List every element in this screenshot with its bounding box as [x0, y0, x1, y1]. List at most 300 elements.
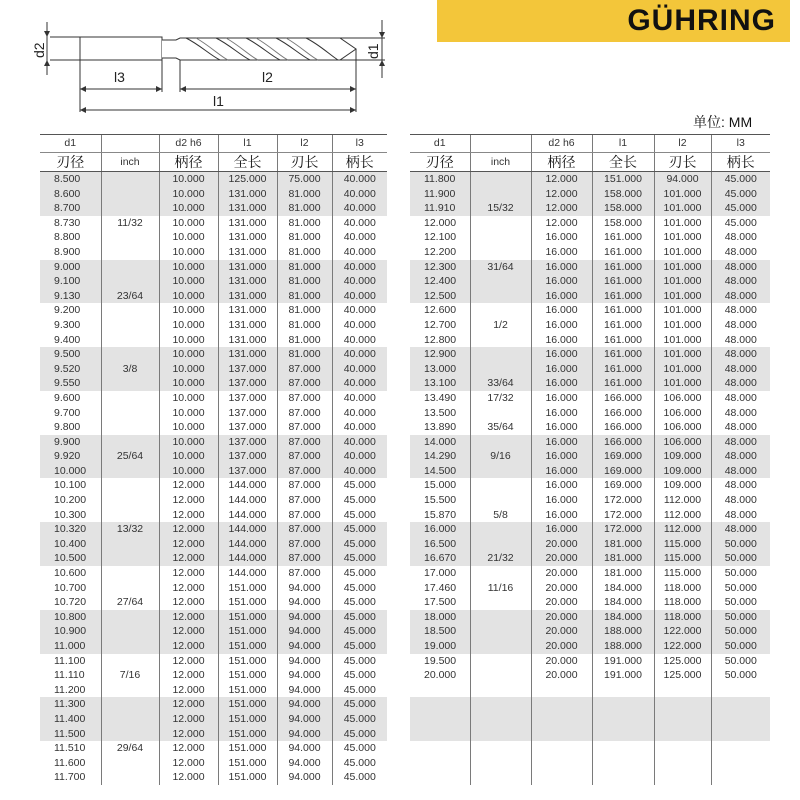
table-cell [531, 770, 592, 785]
table-cell [101, 391, 159, 406]
table-cell: 48.000 [711, 478, 770, 493]
table-cell: 50.000 [711, 581, 770, 596]
table-cell: 45.000 [332, 595, 387, 610]
table-row [410, 318, 770, 333]
table-row [40, 318, 387, 333]
table-cell: 21/32 [470, 551, 531, 566]
table-cell: 75.000 [277, 172, 332, 187]
table-row [410, 654, 770, 669]
table-cell: 40.000 [332, 187, 387, 202]
table-cell: 48.000 [711, 493, 770, 508]
table-row [40, 508, 387, 523]
table-cell: 9.000 [40, 260, 101, 275]
table-cell: 45.000 [332, 478, 387, 493]
table-cell: 151.000 [218, 683, 277, 698]
table-cell: 12.000 [159, 668, 218, 683]
table-cell: 16.000 [531, 333, 592, 348]
table-cell [654, 727, 711, 742]
table-cell: 161.000 [592, 362, 654, 377]
table-cell: 11.000 [40, 639, 101, 654]
table-cell: 137.000 [218, 449, 277, 464]
table-row [410, 668, 770, 683]
table-cell: 12.000 [159, 624, 218, 639]
table-cell: 131.000 [218, 187, 277, 202]
table-row [410, 376, 770, 391]
table-cell: 10.000 [159, 274, 218, 289]
table-cell: 144.000 [218, 537, 277, 552]
table-cell: 151.000 [218, 697, 277, 712]
table-cell: 12.000 [159, 478, 218, 493]
table-row [40, 303, 387, 318]
table-cell: 14.000 [410, 435, 470, 450]
table-cell: 166.000 [592, 420, 654, 435]
table-cell [410, 727, 470, 742]
header-l1: l1 [592, 135, 654, 153]
table-cell: 17.500 [424, 596, 457, 609]
table-cell: 151.000 [218, 654, 277, 669]
table-cell: 48.000 [711, 318, 770, 333]
table-cell: 10.000 [159, 318, 218, 333]
table-cell: 15.000 [424, 479, 457, 492]
table-cell [470, 230, 531, 245]
table-cell [470, 435, 531, 450]
table-cell [101, 420, 159, 435]
table-cell: 161.000 [592, 318, 654, 333]
table-cell: 101.000 [654, 376, 711, 391]
table-cell: 14.500 [410, 464, 470, 479]
table-row [410, 712, 770, 727]
table-cell: 115.000 [654, 537, 711, 552]
table-row [40, 435, 387, 450]
header-d1: d1 [40, 135, 101, 153]
table-row [410, 537, 770, 552]
header-inch: inch [470, 153, 531, 172]
table-cell: 191.000 [592, 654, 654, 669]
table-cell: 5/8 [470, 508, 531, 523]
table-cell: 184.000 [592, 595, 654, 610]
table-cell: 137.000 [218, 391, 277, 406]
table-cell [101, 464, 159, 479]
table-cell [470, 610, 531, 625]
header-overall-length: 全长 [592, 153, 654, 172]
table-row [40, 770, 387, 785]
table-cell: 10.000 [159, 230, 218, 245]
table-cell: 112.000 [654, 493, 711, 508]
table-cell: 10.000 [159, 449, 218, 464]
table-cell: 151.000 [218, 770, 277, 785]
table-cell: 12.000 [159, 770, 218, 785]
table-row [40, 595, 387, 610]
table-cell: 94.000 [277, 581, 332, 596]
table-cell: 112.000 [654, 508, 711, 523]
table-cell [101, 712, 159, 727]
table-cell: 40.000 [332, 201, 387, 216]
table-cell: 137.000 [218, 406, 277, 421]
table-cell: 12.300 [410, 260, 470, 275]
table-row [410, 435, 770, 450]
table-row [410, 289, 770, 304]
table-cell: 10.000 [159, 362, 218, 377]
table-cell: 19.500 [424, 654, 457, 667]
table-cell [101, 435, 159, 450]
table-cell: 48.000 [711, 508, 770, 523]
table-cell: 81.000 [277, 187, 332, 202]
table-cell [531, 683, 592, 698]
table-cell: 12.000 [159, 697, 218, 712]
table-cell: 20.000 [531, 595, 592, 610]
table-cell: 45.000 [332, 493, 387, 508]
table-row [40, 464, 387, 479]
table-cell: 87.000 [277, 464, 332, 479]
table-row [410, 303, 770, 318]
table-cell: 48.000 [711, 347, 770, 362]
table-row [40, 420, 387, 435]
table-cell [101, 566, 159, 581]
table-cell [101, 770, 159, 785]
table-cell: 40.000 [332, 230, 387, 245]
header-flute-length: 刃长 [654, 153, 711, 172]
table-cell: 188.000 [592, 624, 654, 639]
table-cell [410, 712, 470, 727]
table-cell: 158.000 [592, 201, 654, 216]
table-cell [470, 172, 531, 187]
table-cell: 151.000 [218, 610, 277, 625]
table-cell: 40.000 [332, 464, 387, 479]
table-cell: 94.000 [277, 595, 332, 610]
table-cell [654, 712, 711, 727]
table-cell: 10.400 [40, 537, 101, 552]
table-cell: 20.000 [531, 551, 592, 566]
table-cell: 17/32 [470, 391, 531, 406]
table-cell: 12.000 [159, 756, 218, 771]
table-cell: 12.000 [159, 493, 218, 508]
table-cell: 9.130 [40, 289, 101, 304]
table-row [40, 216, 387, 231]
table-cell: 15.500 [424, 494, 457, 507]
table-cell: 50.000 [711, 537, 770, 552]
table-cell: 31/64 [470, 260, 531, 275]
table-cell: 13.890 [424, 421, 457, 434]
table-row [40, 172, 387, 187]
table-row [40, 610, 387, 625]
table-cell: 161.000 [592, 260, 654, 275]
table-cell [711, 683, 770, 698]
table-cell: 87.000 [277, 566, 332, 581]
table-row [40, 478, 387, 493]
table-cell: 181.000 [592, 551, 654, 566]
table-cell: 48.000 [711, 260, 770, 275]
table-row [40, 406, 387, 421]
table-row [410, 347, 770, 362]
table-cell: 50.000 [711, 610, 770, 625]
table-cell: 9.800 [54, 421, 81, 434]
table-cell: 109.000 [654, 464, 711, 479]
table-cell: 131.000 [218, 274, 277, 289]
table-cell: 16.000 [531, 391, 592, 406]
table-cell: 10.000 [159, 172, 218, 187]
table-cell: 48.000 [711, 406, 770, 421]
table-cell: 20.000 [531, 566, 592, 581]
table-cell: 191.000 [592, 668, 654, 683]
table-row [410, 391, 770, 406]
table-cell: 137.000 [218, 435, 277, 450]
table-cell: 11.900 [410, 187, 470, 202]
table-cell: 12.500 [410, 289, 470, 304]
table-cell: 8.500 [40, 172, 101, 187]
table-cell: 12.200 [424, 245, 457, 258]
table-cell: 10.320 [40, 522, 101, 537]
table-cell: 12.600 [424, 304, 457, 317]
table-cell [531, 712, 592, 727]
table-cell: 12.000 [159, 595, 218, 610]
table-cell: 101.000 [654, 347, 711, 362]
header-d2: d2 h6 [531, 135, 592, 153]
table-cell: 16.000 [531, 274, 592, 289]
table-cell: 45.000 [332, 522, 387, 537]
table-cell: 172.000 [592, 522, 654, 537]
table-cell: 101.000 [654, 245, 711, 260]
label-d2: d2 [31, 42, 47, 58]
header-inch [101, 135, 159, 153]
table-cell [592, 727, 654, 742]
table-cell: 16.000 [531, 522, 592, 537]
table-row [40, 756, 387, 771]
header-d2: d2 h6 [159, 135, 218, 153]
table-cell: 40.000 [332, 274, 387, 289]
table-cell: 106.000 [654, 391, 711, 406]
table-cell [592, 756, 654, 771]
table-cell: 106.000 [654, 420, 711, 435]
table-cell [410, 741, 470, 756]
table-cell: 158.000 [592, 216, 654, 231]
table-cell [470, 406, 531, 421]
table-cell: 11.300 [40, 697, 101, 712]
table-row [410, 493, 770, 508]
table-row [40, 727, 387, 742]
table-cell: 131.000 [218, 201, 277, 216]
table-cell: 94.000 [277, 712, 332, 727]
table-cell: 161.000 [592, 230, 654, 245]
table-cell: 40.000 [332, 333, 387, 348]
table-cell: 20.000 [531, 581, 592, 596]
table-row [410, 551, 770, 566]
table-cell: 48.000 [711, 391, 770, 406]
table-cell: 94.000 [277, 639, 332, 654]
table-cell: 101.000 [654, 230, 711, 245]
table-cell: 94.000 [277, 727, 332, 742]
table-cell: 10.800 [40, 610, 101, 625]
table-cell: 81.000 [277, 245, 332, 260]
table-cell: 188.000 [592, 639, 654, 654]
table-cell: 81.000 [277, 260, 332, 275]
brand-logo [437, 0, 790, 42]
table-cell: 16.500 [410, 537, 470, 552]
table-cell: 81.000 [277, 216, 332, 231]
table-cell: 161.000 [592, 245, 654, 260]
table-cell: 81.000 [277, 333, 332, 348]
header-inch: inch [101, 153, 159, 172]
table-cell: 10.000 [159, 464, 218, 479]
table-cell [470, 697, 531, 712]
table-cell [470, 464, 531, 479]
table-cell [470, 756, 531, 771]
table-cell: 40.000 [332, 420, 387, 435]
header-l3: l3 [332, 135, 387, 153]
table-row [410, 697, 770, 712]
table-row [410, 362, 770, 377]
table-cell: 50.000 [711, 668, 770, 683]
table-cell: 144.000 [218, 478, 277, 493]
table-cell: 40.000 [332, 376, 387, 391]
table-row [410, 216, 770, 231]
table-cell [470, 537, 531, 552]
table-row [410, 187, 770, 202]
table-cell: 131.000 [218, 260, 277, 275]
table-cell: 16.000 [531, 493, 592, 508]
label-l2: l2 [262, 69, 273, 85]
table-cell: 16.000 [531, 464, 592, 479]
table-cell [470, 770, 531, 785]
table-row [410, 727, 770, 742]
table-cell: 94.000 [277, 668, 332, 683]
table-cell: 11.600 [54, 756, 86, 769]
table-cell [654, 683, 711, 698]
table-cell [470, 187, 531, 202]
header-flute-length: 刃长 [277, 153, 332, 172]
table-cell: 151.000 [218, 741, 277, 756]
table-cell: 40.000 [332, 245, 387, 260]
table-cell: 125.000 [218, 172, 277, 187]
table-cell: 27/64 [101, 595, 159, 610]
table-cell: 16.000 [531, 289, 592, 304]
table-cell: 11.110 [54, 669, 85, 682]
header-shank-diameter: 柄径 [159, 153, 218, 172]
table-cell [470, 274, 531, 289]
table-row [40, 624, 387, 639]
table-cell: 101.000 [654, 333, 711, 348]
table-cell: 11/16 [470, 581, 531, 596]
table-cell [101, 624, 159, 639]
table-cell: 10.000 [159, 333, 218, 348]
table-cell: 45.000 [711, 216, 770, 231]
table-cell: 11.510 [54, 742, 86, 755]
table-cell: 94.000 [277, 610, 332, 625]
table-row [40, 333, 387, 348]
table-row [410, 420, 770, 435]
table-cell: 13/32 [101, 522, 159, 537]
table-cell: 40.000 [332, 318, 387, 333]
table-cell: 10.000 [159, 260, 218, 275]
table-cell [101, 581, 159, 596]
table-cell: 10.000 [159, 347, 218, 362]
table-cell: 81.000 [277, 318, 332, 333]
table-cell: 94.000 [277, 756, 332, 771]
table-cell: 8.800 [54, 231, 81, 244]
table-cell: 12.900 [410, 347, 470, 362]
table-cell: 12.000 [159, 551, 218, 566]
table-cell: 10.000 [159, 391, 218, 406]
table-row [410, 260, 770, 275]
table-cell: 23/64 [101, 289, 159, 304]
table-cell: 45.000 [332, 712, 387, 727]
table-cell: 7/16 [101, 668, 159, 683]
header-d1: d1 [410, 135, 470, 153]
table-cell: 33/64 [470, 376, 531, 391]
table-row [40, 581, 387, 596]
table-cell: 45.000 [332, 537, 387, 552]
table-cell [101, 654, 159, 669]
table-cell: 106.000 [654, 406, 711, 421]
table-cell: 137.000 [218, 420, 277, 435]
table-cell: 25/64 [101, 449, 159, 464]
table-cell: 144.000 [218, 522, 277, 537]
table-cell: 12.000 [159, 683, 218, 698]
table-cell: 81.000 [277, 201, 332, 216]
table-cell: 9.920 [40, 449, 101, 464]
table-cell: 12.100 [424, 231, 457, 244]
table-cell: 11/32 [101, 216, 159, 231]
table-cell [470, 347, 531, 362]
table-cell: 87.000 [277, 478, 332, 493]
table-row [410, 172, 770, 187]
table-cell: 10.000 [159, 216, 218, 231]
table-cell: 94.000 [277, 654, 332, 669]
table-cell: 184.000 [592, 610, 654, 625]
table-cell: 8.730 [54, 216, 81, 229]
table-row [40, 230, 387, 245]
table-cell: 45.000 [332, 639, 387, 654]
table-cell: 9.900 [40, 435, 101, 450]
table-cell [101, 508, 159, 523]
table-cell: 169.000 [592, 478, 654, 493]
table-cell [470, 303, 531, 318]
table-row [410, 566, 770, 581]
table-cell: 94.000 [654, 172, 711, 187]
table-cell: 87.000 [277, 435, 332, 450]
table-cell: 16.000 [531, 435, 592, 450]
table-row [410, 508, 770, 523]
table-row [40, 741, 387, 756]
table-cell [531, 727, 592, 742]
table-cell: 16.000 [531, 449, 592, 464]
table-cell [531, 697, 592, 712]
table-cell: 40.000 [332, 172, 387, 187]
table-cell: 9.550 [40, 376, 101, 391]
table-cell: 161.000 [592, 376, 654, 391]
table-cell: 45.000 [332, 668, 387, 683]
table-cell [101, 172, 159, 187]
table-cell: 50.000 [711, 639, 770, 654]
header-cutting-diameter: 刃径 [40, 153, 101, 172]
table-cell: 40.000 [332, 406, 387, 421]
table-cell: 144.000 [218, 508, 277, 523]
table-cell: 20.000 [531, 668, 592, 683]
table-row [40, 493, 387, 508]
table-cell: 10.000 [159, 187, 218, 202]
header-l2: l2 [654, 135, 711, 153]
table-cell: 13.000 [410, 362, 470, 377]
table-cell: 10.000 [159, 376, 218, 391]
table-cell [711, 697, 770, 712]
table-cell: 118.000 [654, 581, 711, 596]
table-cell: 184.000 [592, 581, 654, 596]
table-cell: 29/64 [101, 741, 159, 756]
table-cell: 87.000 [277, 508, 332, 523]
header-l2: l2 [277, 135, 332, 153]
table-cell: 101.000 [654, 362, 711, 377]
table-cell: 8.700 [40, 201, 101, 216]
table-cell: 131.000 [218, 230, 277, 245]
